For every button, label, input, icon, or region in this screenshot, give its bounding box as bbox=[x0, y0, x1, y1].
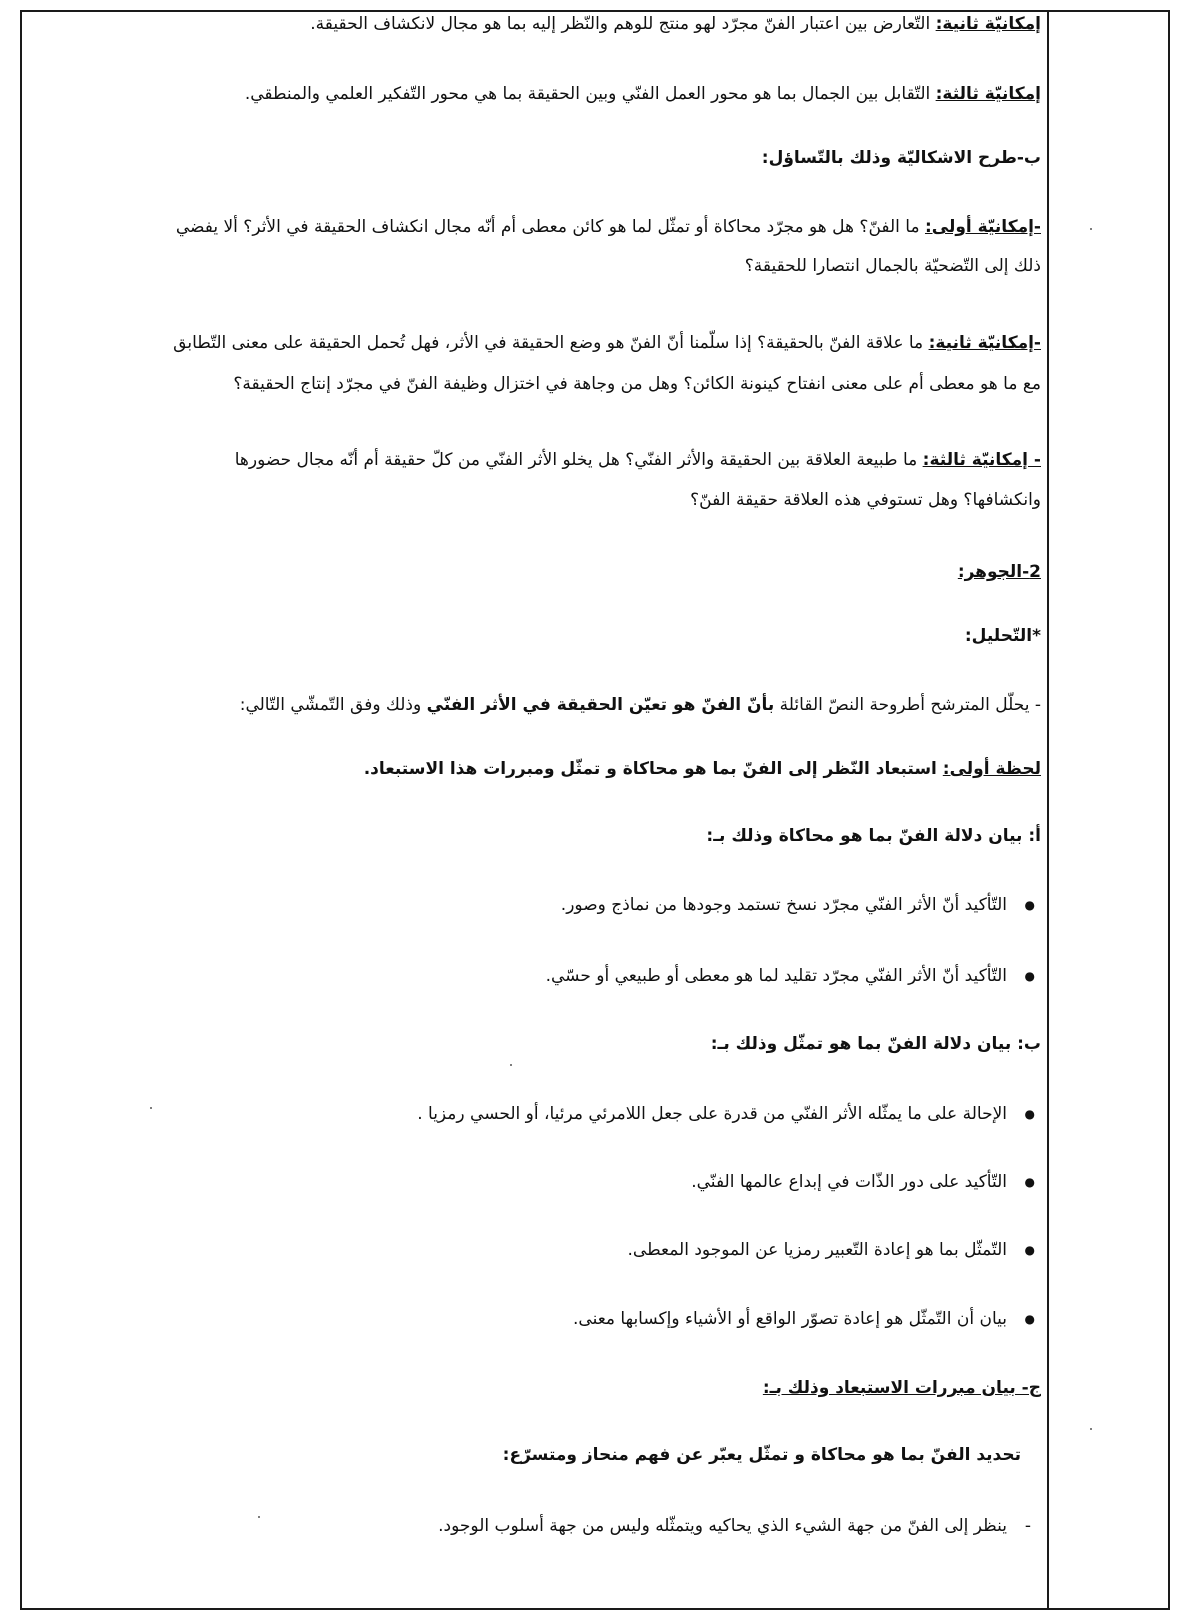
heading-core: 2-الجوهر: bbox=[957, 562, 1041, 582]
bullet-item: ● التّأكيد أنّ الأثر الفنّي مجرّد نسخ تستمد وجودها من نماذج وصور. bbox=[561, 889, 1041, 921]
line-possibility-2a: إمكانيّة ثانية: التّعارض بين اعتبار الفنّ مجرّد لهو منتج للوهم والنّظر إليه بما هو مجال لانكشاف الحقيقة. bbox=[310, 14, 1041, 34]
heading-analysis: *التّحليل: bbox=[964, 626, 1041, 646]
section-b-heading: ب-طرح الاشكاليّة وذلك بالتّساؤل: bbox=[761, 148, 1041, 168]
scan-speck bbox=[1090, 1428, 1092, 1430]
line-possibility-3b: - إمكانيّة ثالثة: ما طبيعة العلاقة بين الحقيقة والأثر الفنّي؟ هل يخلو الأثر الفنّي من كلّ حقيقة أم أنّه مجال حضورها bbox=[234, 450, 1041, 470]
scan-speck bbox=[1090, 228, 1092, 230]
line-thesis: - يحلّل المترشح أطروحة النصّ القائلة بأنّ الفنّ هو تعيّن الحقيقة في الأثر الفنّي وذلك وفق التّمشّي التّالي: bbox=[239, 695, 1041, 715]
dash-item: - ينظر إلى الفنّ من جهة الشيء الذي يحاكيه ويتمثّله وليس من جهة أسلوب الوجود. bbox=[438, 1510, 1041, 1542]
scan-speck bbox=[150, 1107, 152, 1109]
line-possibility-3b-cont: وانكشافها؟ وهل تستوفي هذه العلاقة حقيقة الفنّ؟ bbox=[690, 490, 1041, 510]
scan-speck bbox=[510, 1064, 512, 1066]
subheading-a: أ: بيان دلالة الفنّ بما هو محاكاة وذلك بـ: bbox=[706, 826, 1041, 846]
subheading-c: ج- بيان مبررات الاستبعاد وذلك بـ: bbox=[762, 1378, 1041, 1398]
bullet-item: ● التّمثّل بما هو إعادة التّعبير رمزيا عن الموجود المعطى. bbox=[628, 1234, 1042, 1266]
scan-speck bbox=[258, 1516, 260, 1518]
subheading-b: ب: بيان دلالة الفنّ بما هو تمثّل وذلك بـ: bbox=[710, 1034, 1041, 1054]
line-possibility-1-cont: ذلك إلى التّضحيّة بالجمال انتصارا للحقيقة؟ bbox=[744, 256, 1041, 276]
bullet-item: ● بيان أن التّمثّل هو إعادة تصوّر الواقع أو الأشياء وإكسابها معنى. bbox=[573, 1303, 1041, 1335]
line-possibility-3a: إمكانيّة ثالثة: التّقابل بين الجمال بما هو محور العمل الفنّي وبين الحقيقة بما هي محور التّفكير العلمي والمنطقي. bbox=[244, 84, 1041, 104]
column-divider bbox=[1047, 12, 1049, 1608]
bullet-item: ● التّأكيد على دور الذّات في إبداع عالمها الفنّي. bbox=[691, 1166, 1041, 1198]
bullet-item: ● التّأكيد أنّ الأثر الفنّي مجرّد تقليد لما هو معطى أو طبيعي أو حسّي. bbox=[546, 960, 1041, 992]
bullet-item: ● الإحالة على ما يمثّله الأثر الفنّي من قدرة على جعل اللامرئي مرئيا، أو الحسي رمزيا . bbox=[417, 1098, 1041, 1130]
line-first-moment: لحظة أولى: استبعاد النّظر إلى الفنّ بما هو محاكاة و تمثّل ومبررات هذا الاستبعاد. bbox=[363, 759, 1041, 779]
line-definition: تحديد الفنّ بما هو محاكاة و تمثّل يعبّر عن فهم منحاز ومتسرّع: bbox=[502, 1445, 1021, 1465]
line-possibility-2b: -إمكانيّة ثانية: ما علاقة الفنّ بالحقيقة؟ إذا سلّمنا أنّ الفنّ هو وضع الحقيقة في الأثر، فهل تُحمل الحقيقة على معنى التّطابق bbox=[173, 333, 1041, 353]
line-possibility-2b-cont: مع ما هو معطى أم على معنى انفتاح كينونة الكائن؟ وهل من وجاهة في اختزال وظيفة الفنّ في مجرّد إنتاج الحقيقة؟ bbox=[233, 374, 1041, 394]
line-possibility-1: -إمكانيّة أولى: ما الفنّ؟ هل هو مجرّد محاكاة أو تمثّل لما هو كائن معطى أم أنّه مجال انكشاف الحقيقة في الأثر؟ ألا يفضي bbox=[175, 217, 1041, 237]
